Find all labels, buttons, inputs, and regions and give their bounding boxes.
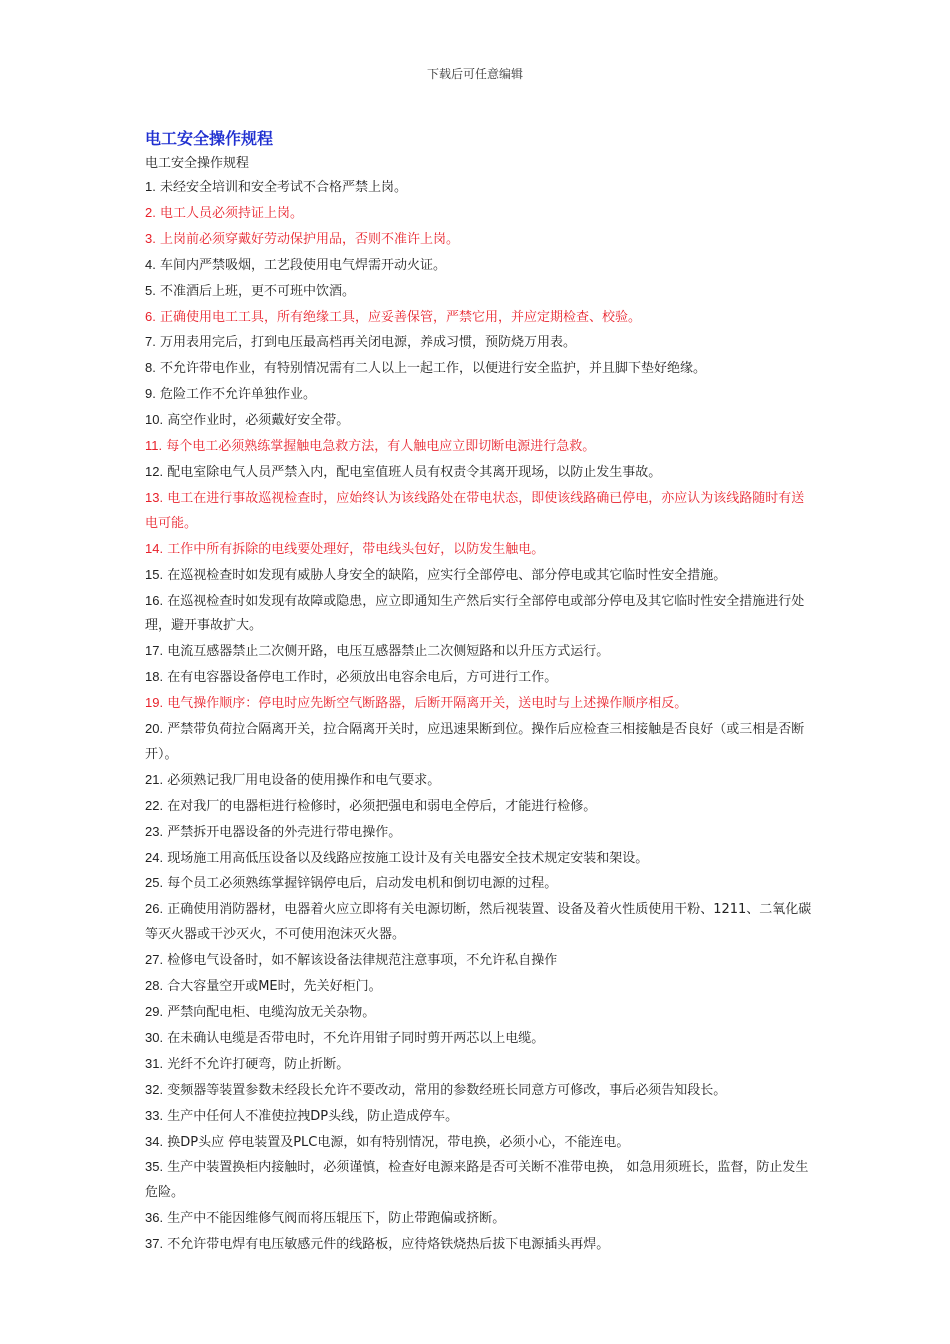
rule-text: 电工人员必须持证上岗。 xyxy=(159,205,303,221)
document-title: 电工安全操作规程 xyxy=(145,129,274,148)
rule-text: 合大容量空开或ME时，先关好柜门。 xyxy=(167,979,382,995)
rule-text: 工作中所有拆除的电线要处理好，带电线头包好，以防发生触电。 xyxy=(167,541,545,557)
rule-text: 车间内严禁吸烟，工艺段使用电气焊需开动火证。 xyxy=(159,257,446,273)
rule-number: 30. xyxy=(145,1029,164,1045)
rule-text: 生产中任何人不准使拉拽DP头线，防止造成停车。 xyxy=(167,1108,459,1124)
rule-number: 22. xyxy=(145,797,164,813)
rule-text: 在巡视检查时如发现有威胁人身安全的缺陷，应实行全部停电、部分停电或其它临时性安全措施。 xyxy=(167,567,727,583)
rule-item xyxy=(145,717,817,768)
rule-text: 正确使用消防器材，电器着火应立即将有关电源切断，然后视装置、设备及着火性质使用干粉、1211、二氧化碳等灭火器或干沙灭火，不可使用泡沫灭火器。 xyxy=(145,902,812,943)
rule-item xyxy=(145,201,817,227)
rule-item xyxy=(145,691,817,717)
rule-number: 29. xyxy=(145,1004,164,1019)
rule-number: 35. xyxy=(145,1159,164,1175)
rule-item xyxy=(145,1206,817,1232)
rule-text: 在巡视检查时如发现有故障或隐患，应立即通知生产然后实行全部停电或部分停电及其它临时性安全措施进行处理，避开事故扩大。 xyxy=(145,593,805,634)
rule-item xyxy=(145,253,817,279)
rule-number: 1. xyxy=(145,179,156,194)
rule-number: 12. xyxy=(145,463,164,479)
rule-text: 不准酒后上班，更不可班中饮酒。 xyxy=(159,283,355,299)
rule-number: 11. xyxy=(145,438,163,454)
rule-item xyxy=(145,1130,817,1156)
rule-number: 24. xyxy=(145,849,164,865)
rule-text: 检修电气设备时，如不解该设备法律规范注意事项，不允许私自操作 xyxy=(167,953,558,969)
rule-text: 必须熟记我厂用电设备的使用操作和电气要求。 xyxy=(167,772,441,788)
rule-item xyxy=(145,227,817,253)
rule-item xyxy=(145,639,817,665)
rule-number: 31. xyxy=(145,1055,164,1071)
rule-number: 32. xyxy=(145,1081,164,1097)
rule-number: 6. xyxy=(145,308,156,324)
rule-number: 13. xyxy=(145,489,164,505)
rule-item xyxy=(145,382,817,408)
rule-item xyxy=(145,974,817,1000)
rule-text: 万用表用完后，打到电压最高档再关闭电源，养成习惯，预防烧万用表。 xyxy=(159,335,576,351)
rule-text: 严禁向配电柜、电缆沟放无关杂物。 xyxy=(167,1005,376,1020)
rule-text: 电工在进行事故巡视检查时，应始终认为该线路处在带电状态，即使该线路确已停电，亦应认为该线路随时有送电可能。 xyxy=(145,490,805,531)
rule-text: 危险工作不允许单独作业。 xyxy=(159,387,316,403)
rule-item xyxy=(145,846,817,872)
rule-text: 生产中不能因维修气阀而将压辊压下，防止带跑偏或挤断。 xyxy=(167,1211,506,1227)
rule-item xyxy=(145,1104,817,1130)
rule-item xyxy=(145,665,817,691)
rule-text: 未经安全培训和安全考试不合格严禁上岗。 xyxy=(159,180,407,195)
rule-text: 不允许带电作业，有特别情况需有二人以上一起工作，以便进行安全监护，并且脚下垫好绝缘。 xyxy=(159,361,706,377)
rule-number: 9. xyxy=(145,386,156,402)
rule-item xyxy=(145,1155,817,1206)
rule-text: 严禁带负荷拉合隔离开关，拉合隔离开关时，应迅速果断到位。操作后应检查三相接触是否良好（或三相是否断开）。 xyxy=(145,722,805,762)
rule-number: 3. xyxy=(145,230,156,246)
rule-number: 7. xyxy=(145,334,156,350)
rule-number: 28. xyxy=(145,978,164,994)
rule-item xyxy=(145,820,817,846)
rule-text: 在有电容器设备停电工作时，必须放出电容余电后，方可进行工作。 xyxy=(167,670,558,686)
rule-item xyxy=(145,537,817,563)
rule-item xyxy=(145,1052,817,1078)
rule-item xyxy=(145,1078,817,1104)
rule-item xyxy=(145,1232,817,1258)
rule-item xyxy=(145,948,817,974)
rule-text: 电气操作顺序：停电时应先断空气断路器，后断开隔离开关，送电时与上述操作顺序相反。 xyxy=(167,696,688,712)
rule-number: 10. xyxy=(145,412,164,428)
rule-item xyxy=(145,434,817,460)
rule-text: 生产中装置换柜内接触时，必须谨慎，检查好电源来路是否可关断不准带电换， 如急用须班长，监督，防止发生危险。 xyxy=(145,1160,809,1201)
rule-item xyxy=(145,563,817,589)
rule-text: 变频器等装置参数未经段长允许不要改动，常用的参数经班长同意方可修改，事后必须告知段长。 xyxy=(167,1082,727,1098)
rule-number: 19. xyxy=(145,695,164,711)
rule-text: 在对我厂的电器柜进行检修时，必须把强电和弱电全停后，才能进行检修。 xyxy=(167,798,597,814)
rule-item xyxy=(145,1000,817,1026)
rule-text: 高空作业时，必须戴好安全带。 xyxy=(167,413,350,429)
rule-number: 8. xyxy=(145,360,156,376)
rule-item xyxy=(145,175,817,201)
rule-text: 光纤不允许打硬弯，防止折断。 xyxy=(167,1056,350,1072)
rule-item xyxy=(145,408,817,434)
rule-number: 2. xyxy=(145,204,156,220)
rule-text: 正确使用电工工具，所有绝缘工具，应妥善保管，严禁它用，并应定期检查、校验。 xyxy=(159,309,641,325)
rule-item xyxy=(145,1026,817,1052)
rule-text: 配电室除电气人员严禁入内，配电室值班人员有权责令其离开现场，以防止发生事故。 xyxy=(167,464,662,480)
rule-number: 37. xyxy=(145,1236,164,1252)
rule-text: 每个电工必须熟练掌握触电急救方法，有人触电应立即切断电源进行急救。 xyxy=(166,439,596,455)
rule-text: 电流互感器禁止二次侧开路，电压互感器禁止二次侧短路和以升压方式运行。 xyxy=(167,644,610,660)
rule-number: 26. xyxy=(145,901,164,917)
rules-list xyxy=(145,175,817,1258)
rule-number: 21. xyxy=(145,771,164,787)
rule-number: 36. xyxy=(145,1210,164,1226)
document-subtitle: 电工安全操作规程 xyxy=(145,156,250,171)
rule-number: 25. xyxy=(145,875,164,891)
rule-item xyxy=(145,589,817,640)
rule-number: 15. xyxy=(145,566,164,582)
rule-item xyxy=(145,794,817,820)
rule-item xyxy=(145,768,817,794)
rule-text: 不允许带电焊有电压敏感元件的线路板，应待烙铁烧热后拔下电源插头再焊。 xyxy=(167,1237,610,1253)
rule-item xyxy=(145,305,817,331)
rule-number: 14. xyxy=(145,540,164,556)
rule-item xyxy=(145,871,817,897)
rule-number: 17. xyxy=(145,643,164,659)
rule-item xyxy=(145,279,817,305)
rule-number: 5. xyxy=(145,282,156,298)
rule-text: 严禁拆开电器设备的外壳进行带电操作。 xyxy=(167,824,402,840)
rule-number: 16. xyxy=(145,592,164,608)
rule-item xyxy=(145,486,817,537)
rule-item xyxy=(145,460,817,486)
rule-number: 18. xyxy=(145,669,164,685)
rule-text: 上岗前必须穿戴好劳动保护用品，否则不准许上岗。 xyxy=(159,231,459,247)
rule-item xyxy=(145,356,817,382)
rule-number: 34. xyxy=(145,1133,164,1149)
rule-text: 每个员工必须熟练掌握锌锅停电后，启动发电机和倒切电源的过程。 xyxy=(167,876,558,892)
rule-number: 27. xyxy=(145,952,164,968)
rule-text: 换DP头应 停电装置及PLC电源，如有特别情况，带电换，必须小心，不能连电。 xyxy=(167,1134,630,1150)
rule-text: 现场施工用高低压设备以及线路应按施工设计及有关电器安全技术规定安装和架设。 xyxy=(167,850,649,866)
rule-item xyxy=(145,330,817,356)
rule-text: 在未确认电缆是否带电时，不允许用钳子同时剪开两芯以上电缆。 xyxy=(167,1030,545,1046)
rule-item xyxy=(145,897,817,948)
rule-number: 20. xyxy=(145,721,164,737)
rule-number: 23. xyxy=(145,823,164,839)
page-header: 下载后可任意编辑 xyxy=(426,67,523,81)
rule-number: 4. xyxy=(145,256,156,272)
rule-number: 33. xyxy=(145,1107,164,1123)
